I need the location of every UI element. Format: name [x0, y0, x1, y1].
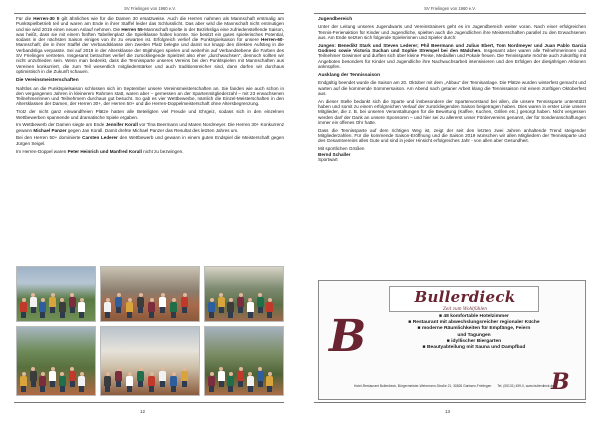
paragraph: [318, 80, 586, 96]
person-figure: [148, 372, 155, 392]
person-figure: [49, 367, 56, 387]
advert-address: Hotel-Restaurant Bullerdieck, Bürgermeister-Wehrmann-Straße 21, 30826 Garbsen-Frielingen: [354, 384, 492, 388]
person-figure: [137, 367, 144, 387]
person-figure: [104, 298, 111, 318]
advert-logo-subtitle: Zeit zum Wohlfühlen: [443, 306, 487, 311]
right-page: [300, 0, 600, 424]
running-header: SV Frielingen von 1960 e.V.: [124, 6, 176, 11]
person-figure: [159, 293, 166, 313]
advert-feature: ■ moderne Räumlichkeiten für Empfänge, Feiern: [417, 326, 531, 332]
section-block: [16, 86, 284, 154]
team-photo: [100, 266, 200, 322]
advert-feature: ■ idyllischer Biergarten: [446, 338, 502, 344]
hotel-advert: [318, 280, 586, 400]
bold-run: Carsten Lederer: [82, 135, 118, 141]
advert-phone-web: Tel. (05131) 459-0, www.bullerdieck.de: [497, 384, 554, 388]
paragraph: [16, 149, 284, 154]
person-figure: [30, 293, 37, 313]
text-run: Endgültig beendet wurde die Saison am 20. Oktober mit dem „Abbau“ der Tennisanlage. Die Plätze wurden winterfest gemacht und warten auf die kommende Sommersaison. Am Abend nach getaner Arbeit klang die Tennissaison mit einem zünftigen Oktoberfest aus.: [318, 80, 586, 97]
person-figure: [181, 367, 188, 387]
person-figure: [266, 372, 273, 392]
person-figure: [78, 372, 85, 392]
text-run: vor Tina Beermann und Maren Nordmeyer. Die Herren 30+ Konkurrenz gewann: [16, 122, 284, 133]
person-figure: [59, 372, 66, 392]
youth-block: [318, 24, 586, 69]
paragraph: [16, 135, 284, 146]
text-run: -Mannschaft spielte in der Bezirksliga eine zufriedenstellende Saison, was heißt, dass sie mit einem fünften Tabellenplatz die Spielklasse halten konnte. Sie besitzt ein gutes spielerisches Potential, sodass in der nächsten Saison einiges von ihr zu erwarten ist. Erfolgreich verlief die Punktspielsaison für unsere: [16, 26, 284, 43]
paragraph: [318, 128, 586, 144]
right-text-column: [318, 17, 586, 162]
person-figure: [49, 293, 56, 313]
person-figure: [20, 298, 27, 318]
text-run: nicht zu bezwingen.: [141, 148, 184, 154]
paragraph: [16, 122, 284, 133]
person-figure: [181, 293, 188, 313]
person-figure: [170, 298, 177, 318]
person-figure: [257, 293, 264, 313]
advert-contact: [354, 384, 554, 388]
bold-run: Herren 55: [121, 26, 143, 32]
signoff-greeting: Mit sportlichen Grüßen: [318, 146, 365, 152]
signoff-name: Bernd Schaller: [318, 151, 351, 157]
text-run: Dass die Tennissparte auf dem richtigen Weg ist, zeigt der seit den letzten zwei Jahren anhaltende Trend steigender Mitgliederzahlen. Für die kommende Saison-Eröffnung und die Saison 2019 wünschen wir allen Mitgliedern der Tennissparte und des Gesamtvereins alles Gute und sind in jeder Hinsicht erfolgreiches Jahr - von allen aber Gesundheit.: [318, 127, 586, 144]
page-number: 12: [140, 409, 146, 414]
person-figure: [39, 298, 46, 318]
person-figure: [237, 293, 244, 313]
text-run: gegen Jan Korall. Damit drehte Michael Panzer das Resultat des letzten Jahres um.: [66, 127, 239, 133]
text-run: den Wettbewerb und gewann in einem guten Endspiel die Meisterschaft gegen Jürgen Seigel.: [16, 135, 285, 146]
person-figure: [78, 298, 85, 318]
left-text-column: [16, 16, 284, 156]
team-photo: [16, 266, 96, 322]
section-heading: Die Vereinsmeisterschaften: [16, 78, 79, 84]
advert-feature: und Tagungen: [457, 332, 491, 338]
person-figure: [137, 293, 144, 313]
person-figure: [208, 298, 215, 318]
advert-monogram: B: [329, 311, 367, 362]
paragraph: [16, 109, 284, 120]
team-photo: [100, 326, 200, 396]
paragraph: [16, 86, 284, 107]
paragraph: [318, 24, 586, 40]
bold-run: Herren-60: [261, 37, 283, 43]
text-run: Im Herren-Doppel waren: [16, 148, 68, 154]
footer-rule: [314, 402, 586, 403]
paragraph: [318, 43, 586, 69]
text-run: Im Wettbewerb der Damen siegte am Ende: [16, 122, 106, 128]
advert-feature: ■ 48 komfortable Hotelzimmer: [439, 314, 509, 319]
text-run: Unter der Leitung unseres Jugendwarts und Vereinstrainers geht es im Jugendbereich weiter voran. Nach einer erfolgreichen Tennis-Ferienaktion für Kinder und Jugendliche, spielten auch die Jugendlichen ihre Meisterschaften parallel zu den Erwachsenen aus. Am Ende setzten sich folgende Spielerinnen und Spieler durch:: [318, 24, 586, 40]
advert-feature: ■ Restaurant mit abwechslungsreicher regionaler Küche: [408, 320, 540, 326]
person-figure: [115, 293, 122, 313]
bold-run: Herren-30 II: [33, 16, 60, 21]
person-figure: [159, 367, 166, 387]
text-run: Trotz der nicht ganz einwandfreien Plätze hatten alle Beteiligten viel Freude und Ehrgeiz, sodass sich in den einzelnen Wettbewerben spannende und dramatische Spiele ergaben.: [16, 109, 284, 120]
person-figure: [208, 372, 215, 392]
person-figure: [39, 372, 46, 392]
closing-block: [318, 80, 586, 143]
person-figure: [59, 298, 66, 318]
advert-logo-text: Bullerdieck: [414, 288, 516, 306]
youth-heading: Jugendbereich: [318, 17, 353, 22]
person-figure: [266, 298, 273, 318]
header-rule: [14, 13, 284, 14]
person-figure: [227, 372, 234, 392]
person-figure: [104, 372, 111, 392]
advert-logo: [389, 286, 539, 312]
text-run: Bei den Herren 50+ dominierte: [16, 135, 83, 141]
person-figure: [170, 372, 177, 392]
person-figure: [69, 367, 76, 387]
person-figure: [126, 372, 133, 392]
person-figure: [30, 367, 37, 387]
person-figure: [115, 367, 122, 387]
person-figure: [237, 367, 244, 387]
text-run: gilt ähnliches wie für die Damen 30 ersatzweise. Auch die Herren nahmen als Mannschaft erstmalig am Punktspielbetrieb teil und waren am Ende in ihrer Staffel leider das Schlusslicht. Das aber wird die Mannschaft nicht entmutigen und sie wird 2019 einen neuen Anlauf nehmen. Die: [16, 16, 284, 32]
bold-run: Michael Panzer: [33, 127, 67, 133]
person-figure: [247, 298, 254, 318]
running-header: SV Frielingen von 1960 e.V.: [424, 6, 476, 11]
paragraph: [16, 16, 284, 74]
person-figure: [247, 372, 254, 392]
text-run: Insgesamt aber waren alle Teilnehmerinnen und Teilnehmer Gewinner und durften sich über kleine Preise, Medaillen und Pokale freuen. Die Tennissparte möchte auch zukünftig mit Angeboten besonders für Kinder und Jugendliche ihre Nachwuchsarbeit intensivieren und den Erfolgen der diesjährigen Aktionen anknüpfen.: [318, 47, 587, 69]
text-run: Nahtlos an die Punktspielsaison schlossen sich im September unsere Vereinsmeisterschaften an. Sie fanden wie auch schon in den vergangenen Jahren in kleinerem Rahmen statt, waren aber – gemessen an der Spartenmitgliederzahl – mit 23 erwachsenen Teilnehmerinnen und Teilnehmern durchaus gut besucht. So gab es vier Wettbewerbe, nämlich die Einzel-Meisterschaften in den Altersklassen der Damen, der Herren 30+, der Herren 50+ und die Herren-Doppelmeisterschaft ohne Altersbegrenzung.: [16, 85, 284, 107]
page-number: 13: [445, 409, 451, 414]
team-photo: [204, 326, 284, 396]
paragraph: [318, 99, 586, 125]
text-run: -Mannschaft; die in ihrer Staffel der Verbandsklasse den zweiten Platz belegte und damit nur knapp den direkten Aufstieg in die Verbandsliga verpasste. Sei auf 2019 in der Altersklasse der 65jährigen spielen und weiterhin auf Verbandsebene die Farben des SV Frielingen vertreten. Insgesamt betrachtet verlief die zurückliegende Spielzeit also eher „durchwachsen“, dennoch sollten wir nicht unzufrieden sein. Wenn man bedenkt, dass die Tennissparte unseres Vereins bei den Punktspielen mit Mannschaften aus Vereinen konkurriert, die zum Teil wesentlich mitgliederstärker und auch traditionsreicher sind, dann dürfen wir durchaus optimistisch in die Zukunft schauen.: [16, 37, 284, 74]
signoff-role: Sportwart: [318, 157, 338, 163]
text-run: Für die: [16, 16, 34, 21]
header-rule: [314, 13, 586, 14]
signoff: [318, 146, 586, 162]
person-figure: [126, 298, 133, 318]
person-figure: [148, 298, 155, 318]
bold-run: Jungen: Benedikt Stark und Steven Lederer; Phil Beermann und Julius Ebert, Tom Nordmeyer und Juan Pablo Garcia Godinez sowie Victoria Suchan und Sophie Strempel bei den Mädchen.: [318, 42, 586, 53]
advert-monogram-small: B: [551, 369, 570, 395]
person-figure: [218, 293, 225, 313]
person-figure: [69, 293, 76, 313]
bold-run: Peter Heinrich und Manfred Korall: [67, 148, 142, 154]
footer-rule: [14, 402, 284, 403]
person-figure: [218, 367, 225, 387]
bold-run: Jennifer Korall: [105, 122, 138, 128]
team-photo: [16, 326, 96, 396]
person-figure: [227, 298, 234, 318]
person-figure: [257, 367, 264, 387]
intro-block: [16, 16, 284, 74]
advert-feature-list: [374, 314, 574, 351]
closing-heading: Ausklang der Tennissaison: [318, 73, 381, 79]
photo-collage: [16, 266, 284, 396]
person-figure: [20, 372, 27, 392]
team-photo: [204, 266, 284, 322]
advert-feature: ■ Beautyabteilung mit Sauna und Dampfbad: [422, 345, 526, 351]
text-run: An dieser Stelle bedankt sich die Sparte und insbesondere der Spartenvorstand bei allen, die unsere Tennissparte unterstützt haben und somit zu einem erfolgreichen Verlauf der zurückliegenden Saison beigetragen haben. Dies waren in erster Linie unsere Mitglieder, die z. B. bei unseren Veranstaltungen für die Bewirtung (Kaffee, Kuchen, Grillen etc.) gesorgt haben. Nicht vergessen werden darf der Dank an unsere Sponsoren – und hier sei zu allererst unser Fördervereins genannt, der für Sonderanschaffungen immer ein offenes Ohr hatte.: [318, 98, 586, 126]
